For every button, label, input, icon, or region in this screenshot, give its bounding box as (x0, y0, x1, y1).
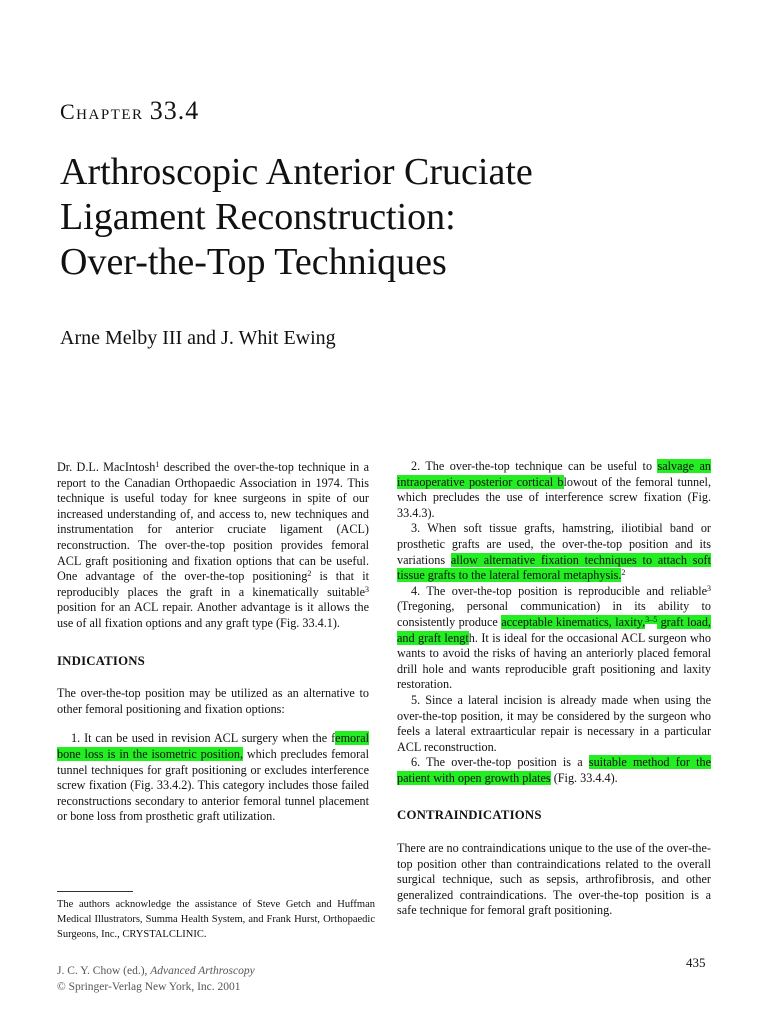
intro-paragraph (57, 460, 369, 632)
credit-book-title: Advanced Arthroscopy (150, 965, 255, 977)
contraindications-heading: CONTRAINDICATIONS (397, 808, 542, 823)
item1-text-a: 1. It can be used in revision ACL surgery when the f (71, 731, 336, 746)
ref-sup: 3 (707, 583, 711, 593)
credit-line-2: © Springer-Verlag New York, Inc. 2001 (57, 981, 241, 993)
chapter-label (60, 96, 199, 126)
intro-text-d: position for an ACL repair. Another advantage is it allows the use of all fixation options and any graft type (Fig. 33.4.1). (57, 600, 369, 630)
indication-item-6 (397, 755, 711, 786)
ref-sup: 1 (155, 460, 160, 469)
item6-text-b: (Fig. 33.4.4). (550, 770, 618, 785)
credit-editor: J. C. Y. Chow (ed.), (57, 965, 151, 977)
footnote-divider (57, 891, 133, 892)
highlight: allow alternative fixation techniques to attach soft tissue grafts to the lateral femoral metaphysis. (397, 552, 711, 583)
indication-item-4 (397, 584, 711, 693)
ref-sup: 2 (307, 569, 312, 579)
title-line-3: Over-the-Top Techniques (60, 241, 447, 283)
page-number: 435 (686, 955, 706, 970)
item2-text-b: lowout of the femoral tunnel, which precludes the use of interference screw fixation (Fig. 33.4.3). (397, 474, 711, 520)
indications-heading: INDICATIONS (57, 653, 146, 668)
indication-item-3 (397, 521, 711, 583)
chapter-title (60, 150, 720, 285)
contraindications-text: There are no contraindications unique to the use of the over-the-top position other than contraindications related to the overall surgical technique, such as sepsis, arthrofibrosis, and other generalized contraindications. The over-the-top position is a safe technique for femoral graft positioning. (397, 841, 711, 918)
authors: Arne Melby III and J. Whit Ewing (60, 327, 336, 349)
ref-sup: 3 (365, 584, 369, 594)
title-line-1: Arthroscopic Anterior Cruciate (60, 151, 533, 193)
credit-line-1 (57, 963, 255, 979)
intro-text-b: described the over-the-top technique in a report to the Canadian Orthopaedic Association in 1974. This technique is useful today for knee surgeons in spite of our increased understanding of, and access to, new techniques and instrumentation for anterior cruciate ligament (ACL) reconstruction. The over-the-top position provides femoral ACL graft positioning and fixation options that can be useful. One advantage of the over-the-top positioning (57, 460, 369, 584)
item2-text-a: 2. The over-the-top technique can be useful to (411, 459, 658, 473)
right-column (397, 459, 711, 919)
indication-item-5: 5. Since a lateral incision is already made when using the over-the-top position, it may be considered by the surgeon who feels a lateral extraarticular repair is necessary in a particular ACL reconstruction. (397, 692, 711, 754)
item6-text-a: 6. The over-the-top position is a (411, 755, 589, 770)
highlight: graft load, and graft lengt (397, 614, 711, 645)
item4-text-a: 4. The over-the-top position is reproducible and reliable (411, 583, 707, 598)
item4-text-c: h. It is ideal for the occasional ACL surgeon who wants to avoid the risks of having an anteriorly placed femoral drill hole and wants reproducible graft positioning and laxity restoration. (397, 630, 711, 692)
highlight: acceptable kinematics, laxity, (501, 614, 646, 629)
chapter-number: 33.4 (149, 96, 200, 125)
item3-text-a: 3. When soft tissue grafts, hamstring, iliotibial band or prosthetic grafts are used, the over-the-top position and its variations (397, 521, 711, 567)
ref-sup: 3–5 (645, 614, 658, 624)
ref-sup: 2 (621, 568, 626, 578)
item1-text-b: which precludes femoral tunnel techniques for graft positioning or excludes interference screw fixation (Fig. 33.4.2). This category includes those failed reconstructions secondary to anterior femoral tunnel placement or bone loss from prosthetic graft utilization. (57, 746, 369, 824)
indication-item-2 (397, 459, 711, 521)
highlight: suitable method for the patient with open growth plates (397, 755, 711, 785)
item4-text-b: (Tregoning, personal communication) in its ability to consistently produce (397, 599, 711, 629)
indications-intro: The over-the-top position may be utilized as an alternative to other femoral positioning and fixation options: (57, 686, 369, 716)
highlight: salvage an intraoperative posterior cortical b (397, 459, 711, 489)
highlight: emoral bone loss is in the isometric position, (57, 731, 369, 761)
chapter-word: Chapter (60, 99, 144, 124)
title-line-2: Ligament Reconstruction: (60, 196, 456, 238)
intro-text-a: Dr. D.L. MacIntosh (57, 460, 156, 474)
indication-item-1 (57, 731, 369, 825)
publication-credit (57, 963, 255, 995)
footnote: The authors acknowledge the assistance of Steve Getch and Huffman Medical Illustrators, Summa Health System, and Frank Hurst, Orthopaedic Surgeons, Inc., CRYSTALCLINIC. (57, 899, 375, 940)
intro-text-c: is that it reproducibly places the graft in a kinematically suitable (57, 569, 369, 599)
left-column (57, 460, 369, 825)
